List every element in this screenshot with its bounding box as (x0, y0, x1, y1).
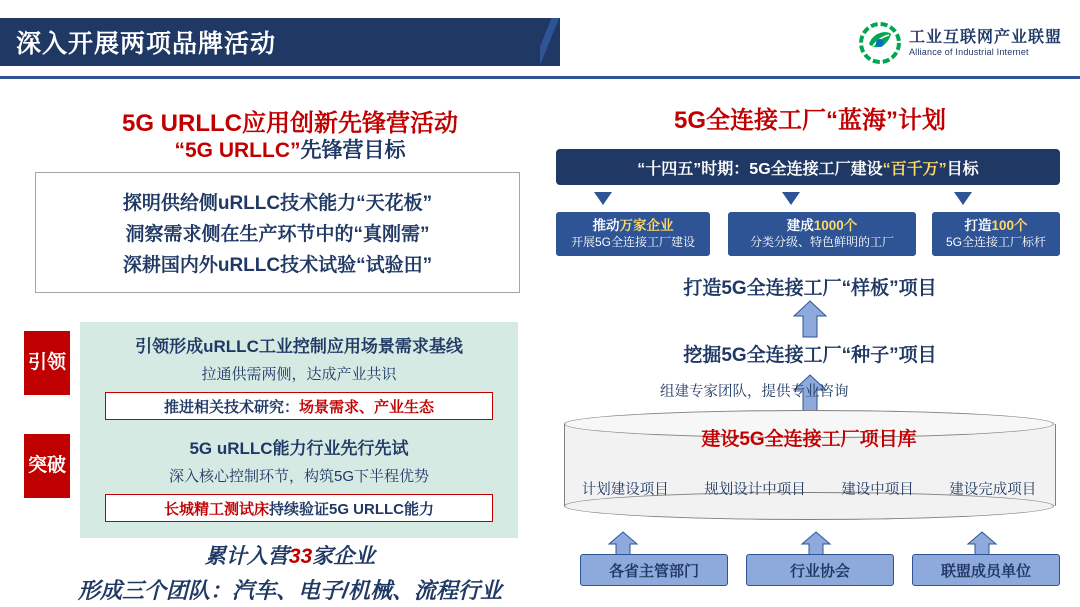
enrollment-prefix: 累计入营 (204, 545, 289, 568)
logo-title-en: Alliance of Industrial Internet (908, 46, 1029, 57)
lead-block-head: 引领形成uRLLC工业控制应用场景需求基线 (135, 337, 463, 356)
lead-block-sub: 拉通供需两侧，达成产业共识 (201, 366, 397, 383)
target-card-highlight: 1000个 (813, 218, 858, 234)
project-library-item: 规划设计中项目 (704, 482, 806, 498)
gear-leaf-icon (859, 22, 901, 64)
tag-break (24, 434, 70, 498)
goals-box (35, 172, 520, 293)
page-title: 深入开展两项品牌活动 (16, 30, 277, 58)
tag-lead-label: 引领 (27, 351, 66, 373)
target-card-line1 (787, 218, 858, 235)
tag-lead (24, 331, 70, 395)
target-card (556, 212, 710, 256)
up-arrow-icon (793, 300, 827, 338)
break-block-sub: 深入核心控制环节，构筑5G下半程优势 (168, 468, 429, 485)
target-card (728, 212, 916, 256)
source-organization: 行业协会 (746, 554, 894, 586)
project-library-cylinder (564, 410, 1056, 520)
target-card-prefix: 打造 (964, 218, 992, 234)
lead-pill-prefix: 推进相关技术研究： (163, 398, 299, 416)
project-library-item: 建设完成项目 (949, 482, 1037, 498)
target-cards (556, 212, 1060, 256)
target-card-prefix: 建成 (786, 218, 814, 234)
enrollment-count: 33 (288, 545, 313, 568)
source-organizations (560, 554, 1060, 586)
organization-logo (859, 22, 1062, 64)
expert-team-note: 组建专家团队，提供专业咨询 (660, 384, 849, 400)
left-subtitle-red: “5G URLLC” (174, 139, 301, 162)
break-block-pill (105, 494, 493, 522)
plan-banner (556, 149, 1060, 185)
project-library-title: 建设5G全连接工厂项目库 (701, 429, 917, 450)
project-library-item: 建设中项目 (841, 482, 914, 498)
right-column-title: 5G全连接工厂“蓝海”计划 (673, 107, 946, 134)
target-card-highlight: 100个 (991, 218, 1028, 234)
project-library-items (564, 478, 1054, 499)
down-arrow-icon (594, 192, 612, 205)
left-column-title: 5G URLLC应用创新先锋营活动 (122, 110, 458, 137)
header-bar (0, 18, 560, 66)
target-card (932, 212, 1060, 256)
goal-item: 探明供给侧uRLLC技术能力“天花板” (122, 193, 433, 214)
sample-projects-label: 打造5G全连接工厂“样板”项目 (683, 278, 937, 299)
header-divider (0, 76, 1080, 79)
team-summary: 形成三个团队：汽车、电子/机械、流程行业 (77, 578, 503, 603)
banner-highlight: “百千万” (882, 160, 947, 178)
source-organization: 联盟成员单位 (912, 554, 1060, 586)
banner-suffix: 目标 (946, 160, 979, 178)
target-card-highlight: 万家企业 (619, 218, 674, 234)
down-arrow-icon (782, 192, 800, 205)
break-pill-highlight: 长城精工测试床 (163, 500, 269, 518)
project-library-item: 计划建设项目 (581, 482, 669, 498)
lead-pill-highlight: 场景需求、产业生态 (299, 398, 435, 416)
header-slash-decoration (540, 18, 610, 66)
break-block-head: 5G uRLLC能力行业先行先试 (189, 439, 409, 458)
target-card-line2: 分类分级、特色鲜明的工厂 (749, 234, 894, 249)
enrollment-suffix: 家企业 (312, 545, 376, 568)
break-pill-suffix: 持续验证5G URLLC能力 (269, 500, 435, 518)
left-footer (30, 540, 550, 605)
source-organization: 各省主管部门 (580, 554, 728, 586)
logo-title-cn: 工业互联网产业联盟 (908, 29, 1062, 46)
seed-projects-label: 挖掘5G全连接工厂“种子”项目 (683, 345, 937, 366)
left-green-panel (80, 322, 518, 538)
enrollment-summary (30, 540, 550, 570)
target-card-line2: 5G全连接工厂标杆 (945, 234, 1046, 249)
banner-prefix: “十四五”时期：5G全连接工厂建设 (637, 160, 883, 178)
goal-item: 深耕国内外uRLLC技术试验“试验田” (122, 255, 433, 276)
left-subtitle-black: 先锋营目标 (300, 139, 406, 162)
target-card-line1 (964, 218, 1027, 235)
target-card-line1 (593, 218, 674, 235)
lead-block-pill (105, 392, 493, 420)
down-arrow-icon (954, 192, 972, 205)
target-card-line2: 开展5G全连接工厂建设 (570, 234, 695, 249)
goal-item: 洞察需求侧在生产环节中的“真刚需” (125, 224, 430, 245)
left-column-subtitle (60, 134, 520, 164)
tag-break-label: 突破 (27, 454, 66, 476)
target-card-prefix: 推动 (592, 218, 620, 234)
